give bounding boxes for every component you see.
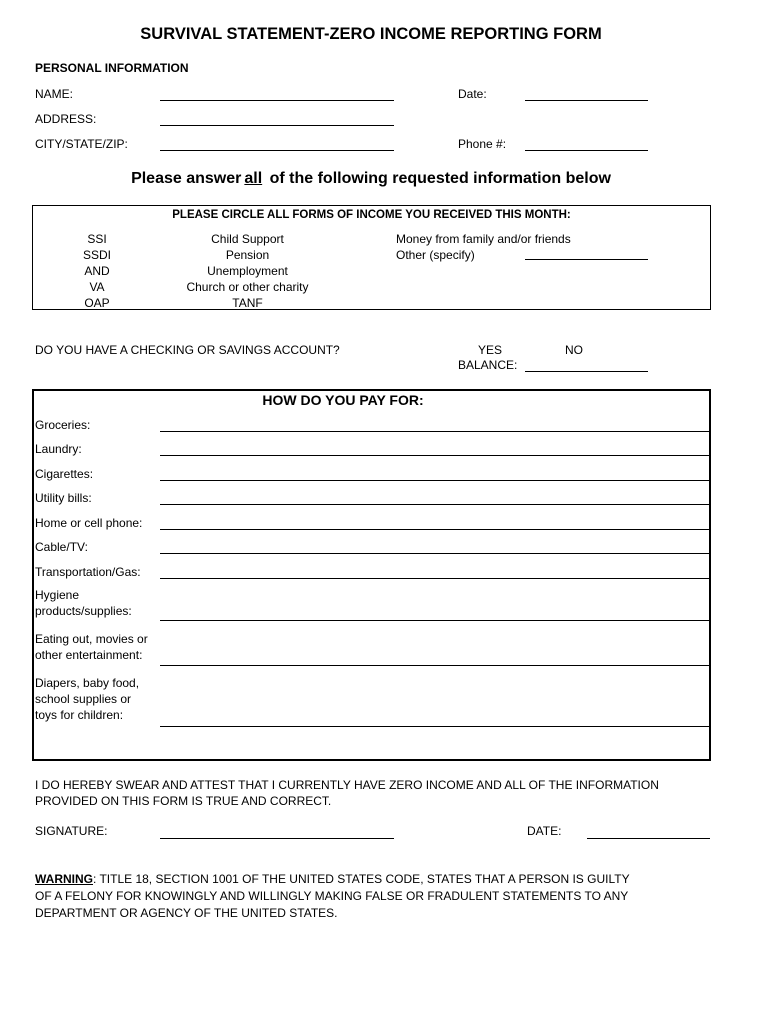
pay-item-line: Diapers, baby food, [35, 676, 140, 690]
attestation-line: PROVIDED ON THIS FORM IS TRUE AND CORRECT. [35, 794, 332, 808]
balance-label: BALANCE: [458, 358, 518, 372]
pay-item-children [35, 675, 139, 723]
address-field[interactable] [160, 125, 394, 126]
account-question: DO YOU HAVE A CHECKING OR SAVINGS ACCOUNT? [35, 343, 340, 357]
signature-date-label: DATE: [527, 824, 562, 838]
name-field[interactable] [160, 100, 394, 101]
warning-line: DEPARTMENT OR AGENCY OF THE UNITED STATES. [35, 906, 338, 920]
warning-line: OF A FELONY FOR KNOWINGLY AND WILLINGLY MAKING FALSE OR FRADULENT STATEMENTS TO ANY [35, 889, 629, 903]
attestation [35, 777, 659, 809]
personal-info-heading: PERSONAL INFORMATION [35, 61, 189, 75]
income-option[interactable]: Other (specify) [396, 248, 475, 262]
laundry-field[interactable] [160, 455, 710, 456]
income-option[interactable]: SSI [87, 232, 107, 246]
instruction [0, 170, 742, 188]
pay-item-line: Hygiene [35, 588, 80, 602]
children-field[interactable] [160, 726, 710, 727]
pay-item-cigarettes: Cigarettes: [35, 467, 94, 481]
pay-item-entertainment [35, 631, 148, 663]
signature-label: SIGNATURE: [35, 824, 108, 838]
cable-tv-field[interactable] [160, 553, 710, 554]
cigarettes-field[interactable] [160, 480, 710, 481]
groceries-field[interactable] [160, 431, 710, 432]
phone-label: Phone #: [458, 137, 507, 151]
pay-item-line: toys for children: [35, 708, 124, 722]
date-field[interactable] [525, 100, 648, 101]
pay-item-groceries: Groceries: [35, 418, 91, 432]
income-option[interactable]: Money from family and/or friends [396, 232, 571, 246]
account-yes-option[interactable]: YES [478, 343, 503, 357]
pay-item-line: school supplies or [35, 692, 132, 706]
income-option[interactable]: Church or other charity [186, 280, 309, 294]
other-specify-field[interactable] [525, 259, 648, 260]
hygiene-field[interactable] [160, 620, 710, 621]
income-heading: PLEASE CIRCLE ALL FORMS OF INCOME YOU RECEIVED THIS MONTH: [172, 209, 571, 221]
phone-bill-field[interactable] [160, 529, 710, 530]
city-state-zip-label: CITY/STATE/ZIP: [35, 137, 128, 151]
income-option[interactable]: AND [84, 264, 110, 278]
instruction-suffix: of the following requested information below [269, 170, 611, 187]
pay-item-cable-tv: Cable/TV: [35, 540, 88, 554]
income-column-1 [62, 231, 132, 311]
income-option[interactable]: Pension [225, 248, 270, 262]
balance-field[interactable] [525, 371, 648, 372]
income-option[interactable]: OAP [84, 296, 110, 310]
city-state-zip-field[interactable] [160, 150, 394, 151]
attestation-line: I DO HEREBY SWEAR AND ATTEST THAT I CURRENTLY HAVE ZERO INCOME AND ALL OF THE INFORMATION [35, 778, 659, 792]
income-option[interactable]: TANF [232, 296, 263, 310]
income-option[interactable]: SSDI [82, 248, 111, 262]
pay-item-hygiene [35, 587, 132, 619]
signature-field[interactable] [160, 838, 394, 839]
instruction-emphasis: all [244, 170, 263, 187]
signature-date-field[interactable] [587, 838, 710, 839]
warning-label: WARNING [35, 872, 93, 886]
income-option[interactable]: Child Support [211, 232, 284, 246]
name-label: NAME: [35, 87, 74, 101]
pay-item-transportation: Transportation/Gas: [35, 565, 141, 579]
pay-item-utility-bills: Utility bills: [35, 491, 92, 505]
entertainment-field[interactable] [160, 665, 710, 666]
address-label: ADDRESS: [35, 112, 97, 126]
account-no-option[interactable]: NO [565, 343, 583, 357]
income-option[interactable]: Unemployment [207, 264, 288, 278]
date-label: Date: [458, 87, 487, 101]
pay-item-line: Eating out, movies or [35, 632, 148, 646]
income-option[interactable]: VA [89, 280, 105, 294]
warning [35, 871, 630, 922]
pay-item-line: other entertainment: [35, 648, 143, 662]
pay-heading: HOW DO YOU PAY FOR: [262, 392, 424, 408]
utility-bills-field[interactable] [160, 504, 710, 505]
warning-line: : TITLE 18, SECTION 1001 OF THE UNITED STATES CODE, STATES THAT A PERSON IS GUILTY [93, 872, 630, 886]
instruction-prefix: Please answer [131, 170, 242, 187]
page-title: SURVIVAL STATEMENT-ZERO INCOME REPORTING FORM [140, 25, 602, 43]
income-column-2 [170, 231, 325, 311]
pay-item-laundry: Laundry: [35, 442, 82, 456]
pay-item-line: products/supplies: [35, 604, 132, 618]
transportation-field[interactable] [160, 578, 710, 579]
pay-item-phone: Home or cell phone: [35, 516, 143, 530]
phone-field[interactable] [525, 150, 648, 151]
